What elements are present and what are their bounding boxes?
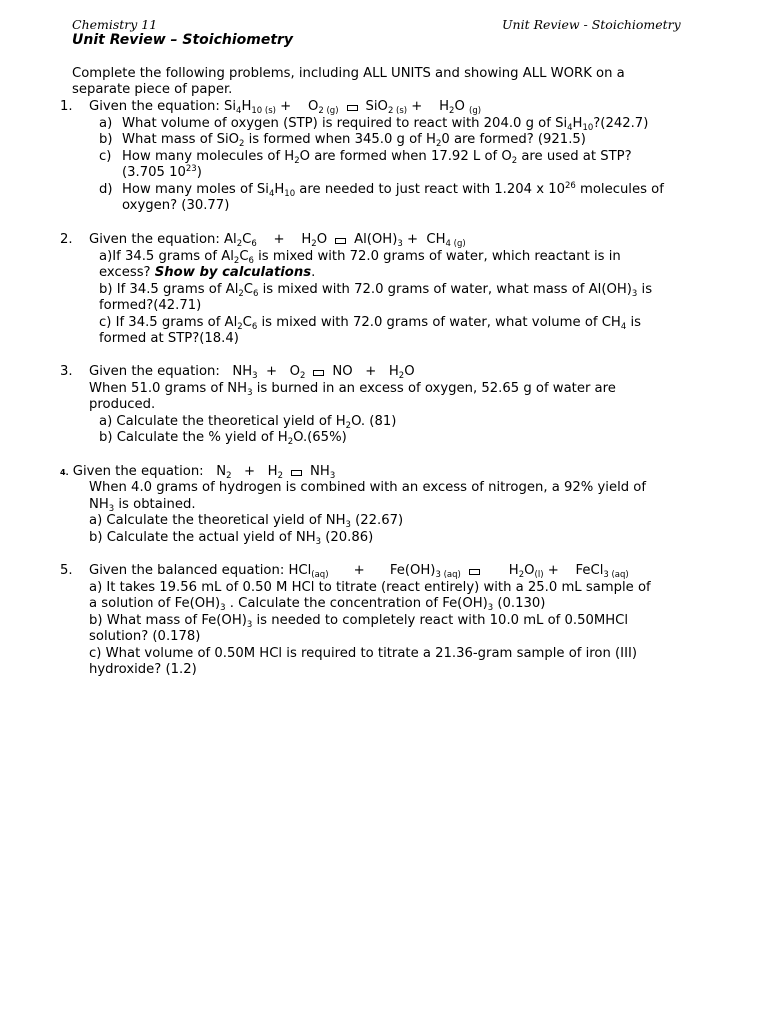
- problem-4b-text: b) Calculate the actual yield of $NH_3$ (20.86): [89, 530, 374, 547]
- problem-4-equation: 4. Given the equation: $N_2 + H_2$ $NH_3$: [60, 464, 336, 481]
- problem-1a-text: What volume of oxygen (STP) is required to react with 204.0 g of $Si_4H_{10}?(242.7)$: [122, 116, 649, 133]
- problem-3-equation: Given the equation: $NH_3 + O_2$ NO + $H_2O$: [89, 364, 415, 381]
- problem-1-number: 1.: [60, 99, 73, 114]
- problem-1-equation: Given the equation: $Si_4H_{10 (s)}$ + $O_{2 (g)}$ SiO$_{2 (s)}$ + $H_2O$ $_{(g)}$: [89, 99, 482, 116]
- problem-5c-answer: hydroxide? (1.2): [89, 662, 197, 677]
- problem-3-text: When 51.0 grams of $NH_3$ is burned in an excess of oxygen, 52.65 g of water are: [89, 381, 616, 398]
- problem-1b-text: What mass of SiO$_2$ is formed when 345.0 g of $H_20$ are formed? (921.5): [122, 132, 586, 149]
- problem-5c-text: c) What volume of 0.50M HCl is required to titrate a 21.36-gram sample of iron (III): [89, 646, 637, 661]
- problem-2c-text: c) If 34.5 grams of $Al_2C_6$ is mixed with 72.0 grams of water, what volume of $CH_4$ is: [99, 315, 642, 332]
- problem-1a-label: a): [99, 116, 113, 131]
- problem-5b-text: b) What mass of $Fe(OH)_3$ is needed to completely react with 10.0 mL of 0.50MHCl: [89, 613, 629, 630]
- intro-line-2: separate piece of paper.: [72, 82, 233, 97]
- problem-4a-text: a) Calculate the theoretical yield of $NH_3$ (22.67): [89, 513, 404, 530]
- intro-line-1: Complete the following problems, including ALL UNITS and showing ALL WORK on a: [72, 66, 625, 81]
- problem-5a-text: a) It takes 19.56 mL of 0.50 M HCl to titrate (react entirely) with a 25.0 mL sample of: [89, 580, 651, 595]
- problem-4-text: When 4.0 grams of hydrogen is combined with an excess of nitrogen, a 92% yield of: [89, 480, 647, 495]
- problem-1d-label: d): [99, 182, 113, 197]
- problem-2-number: 2.: [60, 232, 73, 247]
- problem-1c-label: c): [99, 149, 112, 164]
- problem-5-number: 5.: [60, 563, 73, 578]
- problem-1c-answer: (3.705 $10^{23}$): [122, 164, 202, 180]
- page-title: Unit Review – Stoichiometry: [72, 32, 294, 48]
- problem-5a-text-2: a solution of $Fe(OH)_3$ . Calculate the concentration of $Fe(OH)_3$ (0.130): [89, 596, 546, 613]
- header-unit: Unit Review - Stoichiometry: [502, 17, 681, 32]
- problem-2a-text-2: excess? Show by calculations.: [99, 265, 316, 280]
- header-course: Chemistry 11: [72, 17, 158, 32]
- problem-3-text-2: produced.: [89, 397, 156, 412]
- problem-1c-text: How many molecules of $H_2O$ are formed when 17.92 L of $O_2$ are used at STP?: [122, 149, 632, 166]
- problem-1d-text: How many moles of $Si_4H_{10}$ are needed to just react with 1.204 x $10^{26}$ molecules of: [122, 181, 664, 199]
- problem-3-number: 3.: [60, 364, 73, 379]
- problem-3b-text: b) Calculate the % yield of $H_2O.(65\%)$: [99, 430, 347, 447]
- problem-5b-answer: solution? (0.178): [89, 629, 201, 644]
- problem-5-equation: Given the balanced equation: HCl$_{(aq)}$ + $Fe(OH)_{3 (aq)}$ $H_2O_{(l)}$ + FeCl$_{3 (aq)}$: [89, 563, 629, 580]
- problem-4-text-2: $NH_3$ is obtained.: [89, 497, 196, 514]
- problem-2b-text: b) If 34.5 grams of $Al_2C_6$ is mixed with 72.0 grams of water, what mass of $Al(OH)_3$ is: [99, 282, 653, 299]
- problem-2a-text: a)If 34.5 grams of $Al_2C_6$ is mixed with 72.0 grams of water, which reactant is in: [99, 249, 621, 266]
- problem-1b-label: b): [99, 132, 113, 147]
- problem-2-equation: Given the equation: $Al_2C_6$ + $H_2O$ $Al(OH)_3 + CH_{4 (g)}$: [89, 232, 466, 249]
- problem-2b-answer: formed?(42.71): [99, 298, 202, 313]
- problem-4-number: 4.: [60, 468, 69, 477]
- problem-2c-answer: formed at STP?(18.4): [99, 331, 239, 346]
- problem-1d-answer: oxygen? (30.77): [122, 198, 230, 213]
- problem-3a-text: a) Calculate the theoretical yield of $H_2O$. (81): [99, 414, 397, 431]
